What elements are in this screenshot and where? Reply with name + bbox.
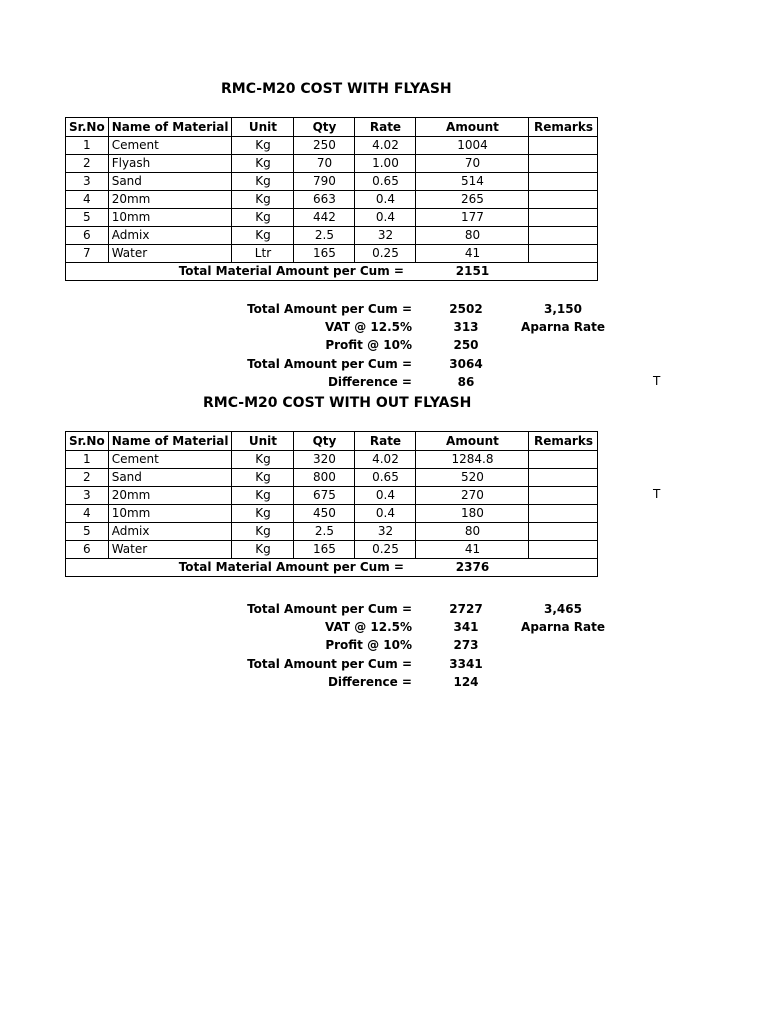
material-name-cell: Water	[108, 245, 232, 263]
header-sr-no: Sr.No	[66, 432, 109, 451]
total-label: Total Material Amount per Cum =	[66, 263, 416, 281]
sr-no-cell: 4	[66, 191, 109, 209]
material-name-cell: Sand	[108, 469, 232, 487]
sr-no-cell: 3	[66, 487, 109, 505]
summary-label: Total Amount per Cum =	[247, 602, 412, 616]
amount-cell: 177	[416, 209, 529, 227]
qty-cell: 675	[294, 487, 355, 505]
total-value: 2151	[416, 263, 529, 281]
material-name-cell: 10mm	[108, 505, 232, 523]
stray-mark: T	[653, 487, 661, 501]
material-name-cell: Cement	[108, 137, 232, 155]
unit-cell: Kg	[232, 227, 294, 245]
remarks-cell	[529, 469, 598, 487]
remarks-cell	[529, 209, 598, 227]
unit-cell: Kg	[232, 155, 294, 173]
sr-no-cell: 7	[66, 245, 109, 263]
summary-extra: 3,150	[544, 302, 582, 316]
qty-cell: 2.5	[294, 523, 355, 541]
summary-label: Profit @ 10%	[325, 338, 412, 353]
table-header-row	[66, 432, 598, 451]
material-name-cell: Flyash	[108, 155, 232, 173]
amount-cell: 41	[416, 541, 529, 559]
summary-label: VAT @ 12.5%	[325, 320, 412, 335]
stray-mark: T	[653, 374, 661, 388]
summary-row	[0, 655, 768, 673]
unit-cell: Kg	[232, 451, 294, 469]
header-qty: Qty	[294, 118, 355, 137]
rate-cell: 1.00	[355, 155, 416, 173]
sr-no-cell: 6	[66, 541, 109, 559]
remarks-cell	[529, 523, 598, 541]
summary-value: 313	[453, 320, 479, 335]
summary-row	[0, 318, 768, 336]
summary-row	[0, 300, 768, 318]
table-header-row	[66, 118, 598, 137]
table-row	[66, 245, 598, 263]
summary-value: 2502	[449, 302, 483, 316]
qty-cell: 450	[294, 505, 355, 523]
unit-cell: Ltr	[232, 245, 294, 263]
summary-row	[0, 618, 768, 636]
rate-cell: 32	[355, 523, 416, 541]
rate-cell: 32	[355, 227, 416, 245]
header-sr-no: Sr.No	[66, 118, 109, 137]
rate-cell: 0.4	[355, 191, 416, 209]
total-blank	[529, 559, 598, 577]
qty-cell: 2.5	[294, 227, 355, 245]
unit-cell: Kg	[232, 505, 294, 523]
amount-cell: 80	[416, 227, 529, 245]
table-row	[66, 469, 598, 487]
unit-cell: Kg	[232, 487, 294, 505]
summary-value: 341	[453, 620, 479, 635]
sr-no-cell: 5	[66, 523, 109, 541]
remarks-cell	[529, 137, 598, 155]
qty-cell: 165	[294, 541, 355, 559]
table-row	[66, 173, 598, 191]
material-name-cell: Sand	[108, 173, 232, 191]
qty-cell: 70	[294, 155, 355, 173]
remarks-cell	[529, 173, 598, 191]
material-name-cell: 10mm	[108, 209, 232, 227]
table-row	[66, 505, 598, 523]
header-amount: Amount	[416, 118, 529, 137]
remarks-cell	[529, 191, 598, 209]
material-name-cell: 20mm	[108, 487, 232, 505]
total-label: Total Material Amount per Cum =	[66, 559, 416, 577]
material-table-with-flyash	[65, 117, 598, 281]
header-remarks: Remarks	[529, 118, 598, 137]
table-row	[66, 451, 598, 469]
material-name-cell: Admix	[108, 523, 232, 541]
sr-no-cell: 1	[66, 451, 109, 469]
table-row	[66, 487, 598, 505]
section2-title: RMC-M20 COST WITH OUT FLYASH	[203, 395, 472, 411]
table-row	[66, 191, 598, 209]
summary-label: Total Amount per Cum =	[247, 656, 412, 671]
unit-cell: Kg	[232, 137, 294, 155]
unit-cell: Kg	[232, 209, 294, 227]
remarks-cell	[529, 505, 598, 523]
qty-cell: 320	[294, 451, 355, 469]
summary-value: 3341	[449, 656, 483, 671]
total-blank	[529, 263, 598, 281]
rate-cell: 0.65	[355, 469, 416, 487]
sr-no-cell: 2	[66, 469, 109, 487]
table-row	[66, 227, 598, 245]
remarks-cell	[529, 487, 598, 505]
rate-cell: 0.4	[355, 487, 416, 505]
qty-cell: 442	[294, 209, 355, 227]
amount-cell: 1004	[416, 137, 529, 155]
qty-cell: 663	[294, 191, 355, 209]
rate-cell: 0.25	[355, 245, 416, 263]
sr-no-cell: 3	[66, 173, 109, 191]
section1-title: RMC-M20 COST WITH FLYASH	[221, 81, 452, 97]
table-row	[66, 541, 598, 559]
summary-value: 273	[453, 638, 479, 653]
header-unit: Unit	[232, 118, 294, 137]
amount-cell: 41	[416, 245, 529, 263]
unit-cell: Kg	[232, 469, 294, 487]
material-table-without-flyash	[65, 431, 598, 577]
summary-label: Total Amount per Cum =	[247, 356, 412, 371]
amount-cell: 1284.8	[416, 451, 529, 469]
header-unit: Unit	[232, 432, 294, 451]
material-name-cell: Water	[108, 541, 232, 559]
summary-value: 250	[453, 338, 479, 353]
unit-cell: Kg	[232, 173, 294, 191]
qty-cell: 790	[294, 173, 355, 191]
rate-cell: 4.02	[355, 137, 416, 155]
table-row	[66, 523, 598, 541]
sr-no-cell: 5	[66, 209, 109, 227]
remarks-cell	[529, 155, 598, 173]
summary-row	[0, 336, 768, 354]
sr-no-cell: 4	[66, 505, 109, 523]
summary-label: Difference =	[327, 374, 412, 389]
summary-extra: Aparna Rate	[521, 320, 605, 335]
summary-row	[0, 355, 768, 373]
table-row	[66, 209, 598, 227]
amount-cell: 80	[416, 523, 529, 541]
amount-cell: 514	[416, 173, 529, 191]
amount-cell: 520	[416, 469, 529, 487]
summary-value: 2727	[449, 602, 483, 616]
header-remarks: Remarks	[529, 432, 598, 451]
table-row	[66, 137, 598, 155]
header-material-name: Name of Material	[108, 432, 232, 451]
unit-cell: Kg	[232, 191, 294, 209]
amount-cell: 265	[416, 191, 529, 209]
material-name-cell: 20mm	[108, 191, 232, 209]
summary-label: Difference =	[327, 674, 412, 689]
amount-cell: 70	[416, 155, 529, 173]
rate-cell: 4.02	[355, 451, 416, 469]
header-qty: Qty	[294, 432, 355, 451]
summary-row	[0, 600, 768, 618]
summary-row	[0, 636, 768, 654]
rate-cell: 0.4	[355, 505, 416, 523]
material-name-cell: Admix	[108, 227, 232, 245]
remarks-cell	[529, 227, 598, 245]
amount-cell: 180	[416, 505, 529, 523]
remarks-cell	[529, 245, 598, 263]
total-row	[66, 263, 598, 281]
qty-cell: 250	[294, 137, 355, 155]
summary-extra: Aparna Rate	[521, 620, 605, 635]
header-rate: Rate	[355, 432, 416, 451]
header-rate: Rate	[355, 118, 416, 137]
remarks-cell	[529, 541, 598, 559]
amount-cell: 270	[416, 487, 529, 505]
sr-no-cell: 6	[66, 227, 109, 245]
summary-extra: 3,465	[544, 602, 582, 616]
header-amount: Amount	[416, 432, 529, 451]
summary-label: Total Amount per Cum =	[247, 302, 412, 316]
rate-cell: 0.25	[355, 541, 416, 559]
summary-label: VAT @ 12.5%	[325, 620, 412, 635]
summary-label: Profit @ 10%	[325, 638, 412, 653]
summary-value: 124	[453, 674, 479, 689]
qty-cell: 165	[294, 245, 355, 263]
rate-cell: 0.65	[355, 173, 416, 191]
total-row	[66, 559, 598, 577]
qty-cell: 800	[294, 469, 355, 487]
sr-no-cell: 2	[66, 155, 109, 173]
rate-cell: 0.4	[355, 209, 416, 227]
table-row	[66, 155, 598, 173]
unit-cell: Kg	[232, 541, 294, 559]
summary-value: 86	[457, 374, 475, 389]
material-name-cell: Cement	[108, 451, 232, 469]
summary-value: 3064	[449, 356, 483, 371]
remarks-cell	[529, 451, 598, 469]
summary-row	[0, 673, 768, 691]
unit-cell: Kg	[232, 523, 294, 541]
header-material-name: Name of Material	[108, 118, 232, 137]
total-value: 2376	[416, 559, 529, 577]
sr-no-cell: 1	[66, 137, 109, 155]
